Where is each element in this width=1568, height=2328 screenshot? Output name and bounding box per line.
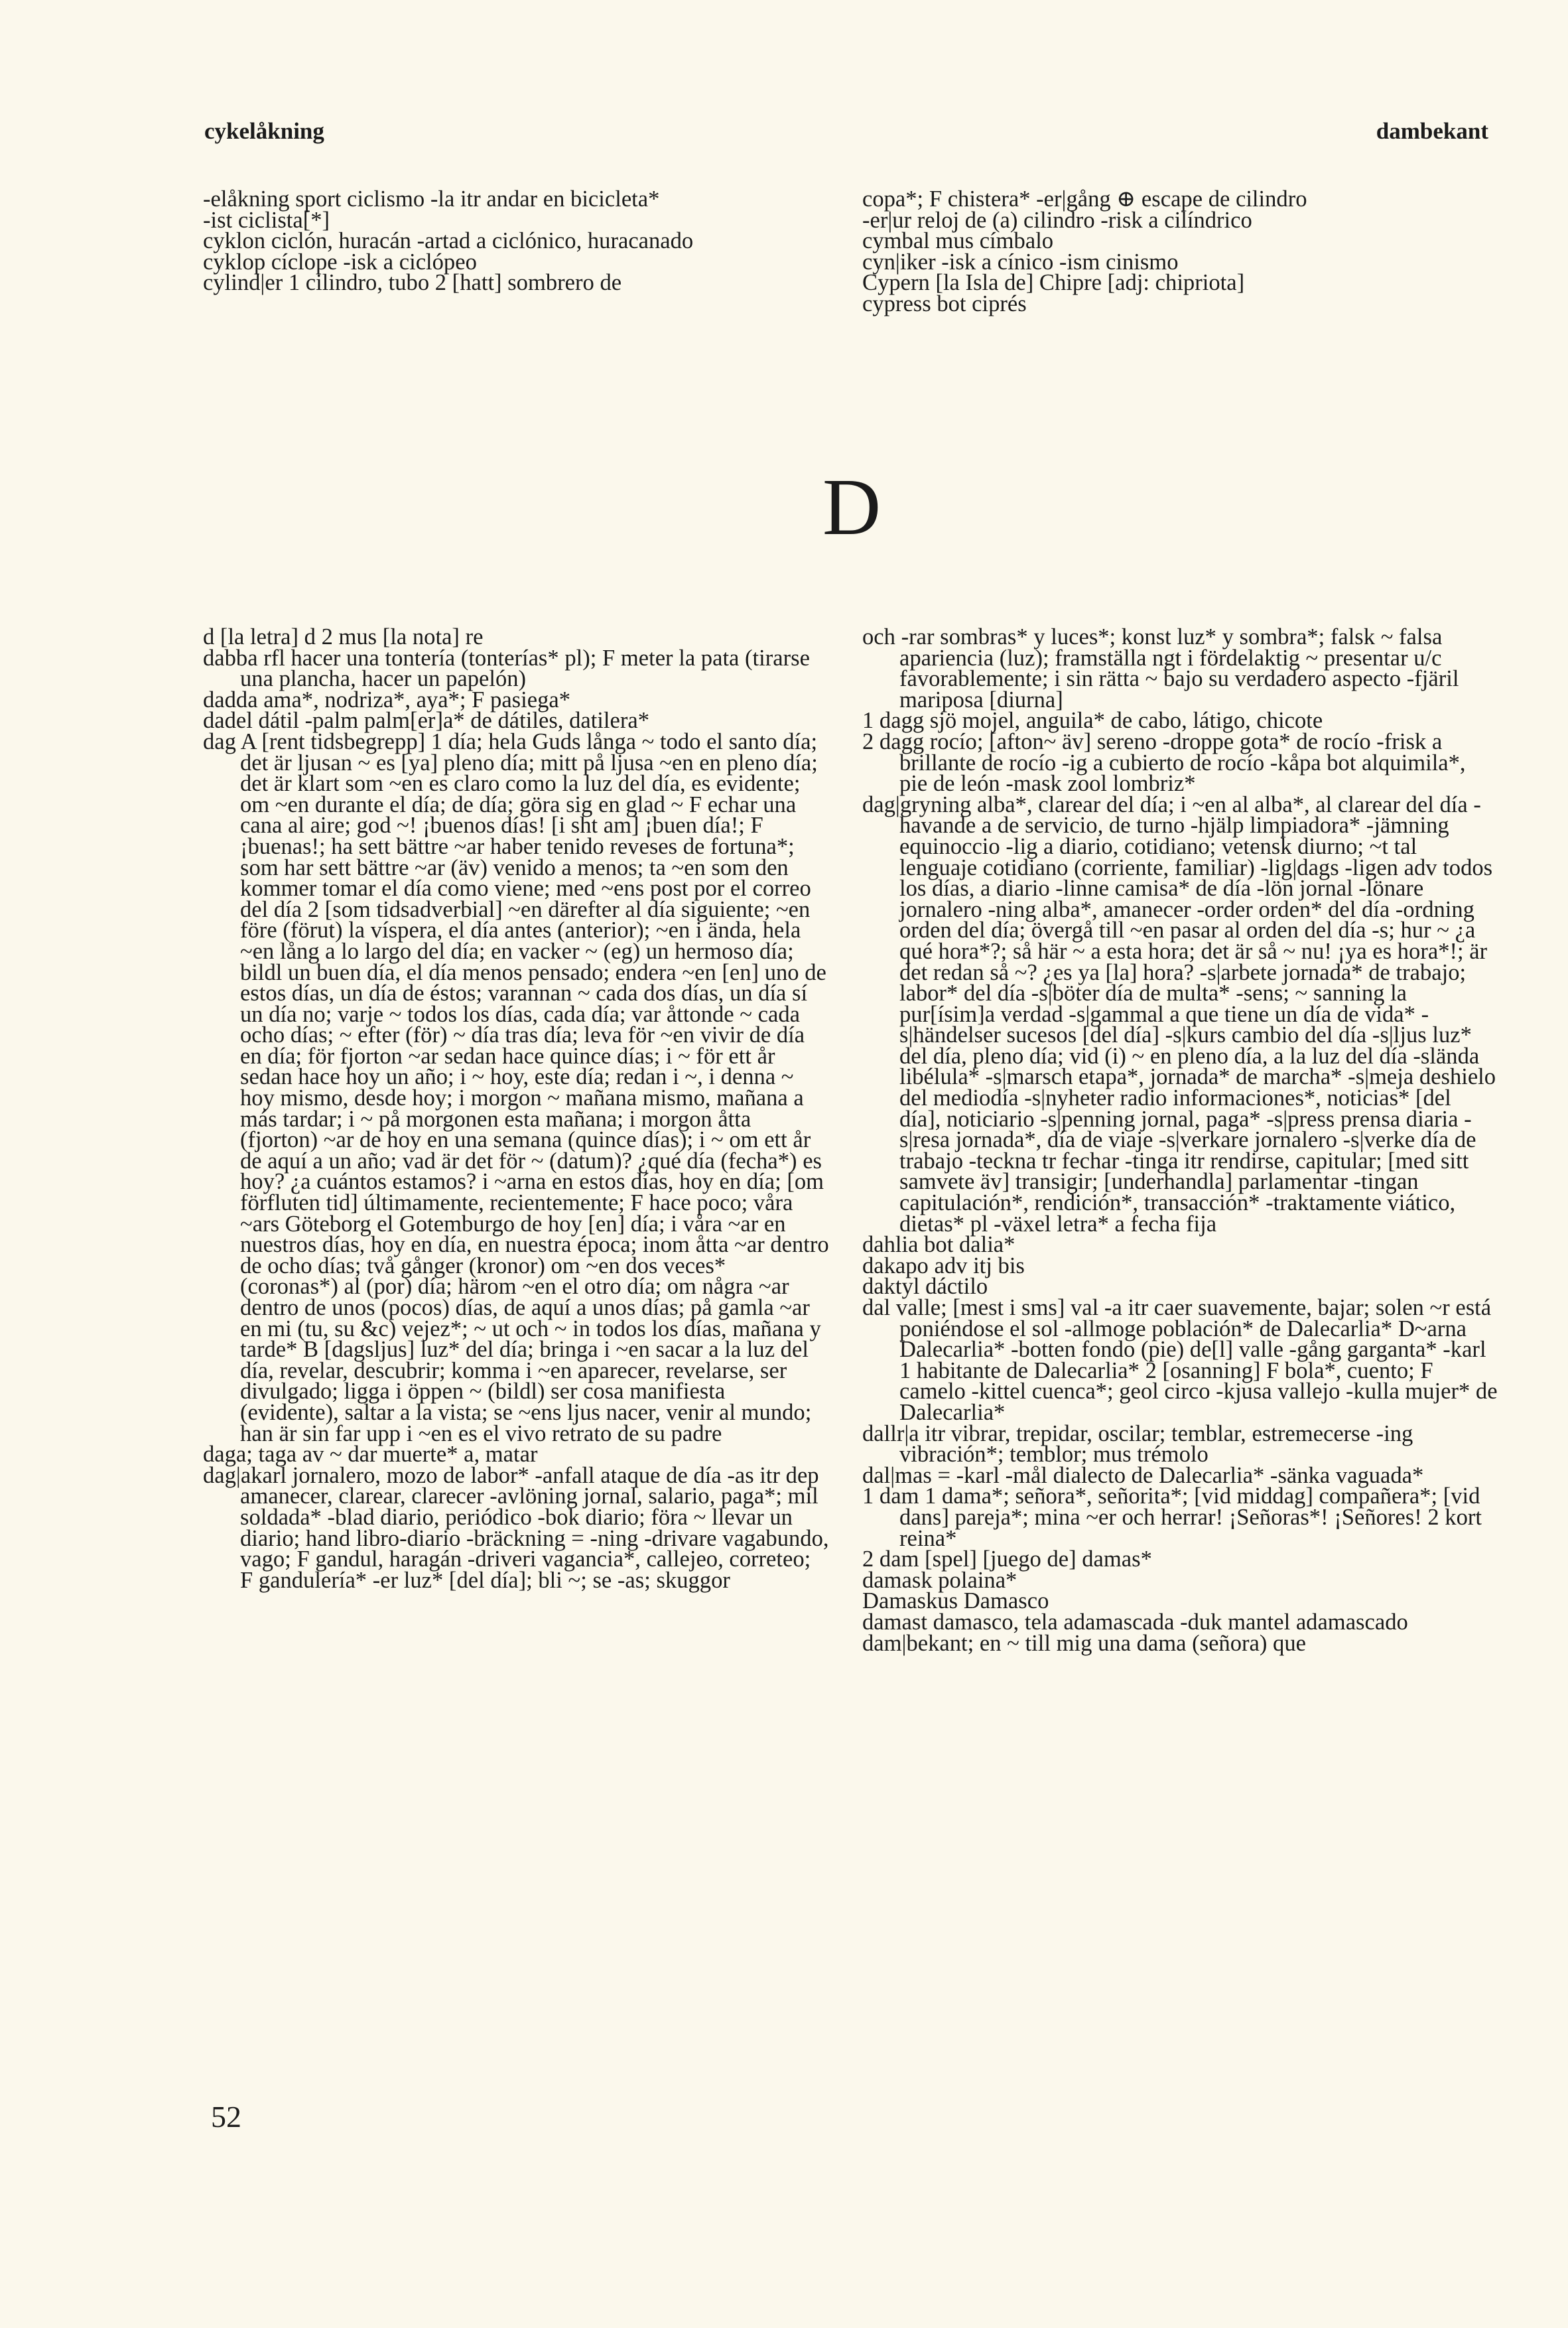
running-head-right: dambekant [1376, 118, 1488, 144]
dictionary-entry: daktyl dáctilo [862, 1274, 988, 1300]
dictionary-entry: d [la letra] d 2 mus [la nota] re [203, 624, 484, 650]
left-column [203, 624, 829, 1593]
dictionary-entry: copa*; F chistera* -er|gång ⊕ escape de cilindro [862, 186, 1307, 212]
top-right-column [862, 186, 1498, 316]
dictionary-entry: daga; taga av ~ dar muerte* a, matar [203, 1442, 538, 1468]
dictionary-entry: dam|bekant; en ~ till mig una dama (señora) que [862, 1630, 1306, 1656]
dictionary-entry: dakapo adv itj bis [862, 1253, 1025, 1278]
dictionary-entry: Damaskus Damasco [862, 1588, 1049, 1614]
dictionary-entry: dag A [rent tidsbegrepp] 1 día; hela Guds långa ~ todo el santo día; det är ljusan ~ es [ya] pleno día; mitt på ljusa ~en en pleno día; det är klart som ~en es claro como la luz del día, es evidente; om ~en durante el día; de día; göra sig en glad ~ F echar una cana al aire; god ~! ¡buenos días! [i sht am] ¡buen día!; F ¡buenas!; ha sett bättre ~ar haber tenido reveses de fortuna*; som har sett bättre ~ar (äv) venido a menos; ta ~en som den kommer tomar el día como viene; med ~ens post por el correo del día 2 [som tidsadverbial] ~en därefter al día siguiente; ~en före (förut) la víspera, el día antes (anterior); ~en i ända, hela ~en lång a lo largo del día; en vacker ~ (eg) un hermoso día; bildl un buen día, el día menos pensado; endera ~en [en] uno de estos días, un día de éstos; varannan ~ cada dos días, un día sí un día no; varje ~ todos los días, cada día; var åttonde ~ cada ocho días; ~ efter (för) ~ día tras día; leva för ~en vivir de día en día; för fjorton ~ar sedan hace quince días; i ~ för ett år sedan hace hoy un año; i ~ hoy, este día; redan i ~, i denna ~ hoy mismo, desde hoy; i morgon ~ mañana mismo, mañana a más tardar; i ~ på morgonen esta mañana; i morgon åtta (fjorton) ~ar de hoy en una semana (quince días); i ~ om ett år de aquí a un año; vad är det för ~ (datum)? ¿qué día (fecha*) es hoy? ¿a cuántos estamos? i ~arna en estos días, hoy en día; [om förfluten tid] últimamente, recientemente; F hace poco; våra ~ars Göteborg el Gotemburgo de hoy [en] día; i våra ~ar en nuestros días, hoy en día, en nuestra época; inom åtta ~ar dentro de ocho días; två gånger (kronor) om ~en dos veces* (coronas*) al (por) día; härom ~en el otro día; om några ~ar dentro de unos (pocos) días, de aquí a unos días; på gamla ~ar en mi (tu, su &c) vejez*; ~ ut och ~ in todos los días, mañana y tarde* B [dagsljus] luz* del día; bringa i ~en sacar a la luz del día, revelar, descubrir; komma i ~en aparecer, revelarse, ser divulgado; ligga i öppen ~ (bildl) ser cosa manifiesta (evidente), saltar a la vista; se ~ens ljus nacer, venir al mundo; han är sin far upp i ~en es el vivo retrato de su padre [203, 728, 829, 1446]
running-head-left: cykelåkning [204, 118, 324, 144]
dictionary-entry: dabba rfl hacer una tontería (tonterías* pl); F meter la pata (tirarse una plancha, hacer un papelón) [203, 645, 810, 692]
dictionary-entry: cyn|iker -isk a cínico -ism cinismo [862, 249, 1179, 275]
right-column [862, 624, 1498, 1656]
dictionary-entry: dal valle; [mest i sms] val -a itr caer suavemente, bajar; solen ~r está poniéndose el sol -allmoge población* de Dalecarlia* D~arna Dalecarlia* -botten fondo (pie) de[l] valle -gång garganta* -karl 1 habitante de Dalecarlia* 2 [osanning] F bola*, cuento; F camelo -kittel cuenca*; geol circo -kjusa vallejo -kulla mujer* de Dalecarlia* [862, 1295, 1498, 1425]
dictionary-entry: dallr|a itr vibrar, trepidar, oscilar; temblar, estremecerse -ing vibración*; temblor; mus trémolo [862, 1420, 1413, 1468]
dictionary-entry: -er|ur reloj de (a) cilindro -risk a cilíndrico [862, 207, 1252, 233]
dictionary-entry: cylind|er 1 cilindro, tubo 2 [hatt] sombrero de [203, 270, 622, 296]
dictionary-entry: dag|akarl jornalero, mozo de labor* -anfall ataque de día -as itr dep amanecer, clarear, clarecer -avlöning jornal, salario, paga*; mil soldada* -blad diario, periódico -bok diario; föra ~ llevar un diario; hand libro-diario -bräckning = -ning -drivare vagabundo, vago; F gandul, haragán -driveri vagancia*, callejeo, correteo; F gandulería* -er luz* [del día]; bli ~; se -as; skuggor [203, 1462, 829, 1593]
top-left-column [203, 186, 829, 296]
dictionary-entry: cyklop cíclope -isk a ciclópeo [203, 249, 477, 275]
dictionary-entry: dal|mas = -karl -mål dialecto de Dalecarlia* -sänka vaguada* [862, 1462, 1424, 1488]
dictionary-entry: 2 dagg rocío; [afton~ äv] sereno -droppe gota* de rocío -frisk a brillante de rocío -ig a cubierto de rocío -kåpa bot alquimila*, pie de león -mask zool lombriz* [862, 728, 1466, 797]
dictionary-entry: dadda ama*, nodriza*, aya*; F pasiega* [203, 687, 571, 713]
dictionary-entry: -ist ciclista[*] [203, 207, 330, 233]
dictionary-entry: dahlia bot dalia* [862, 1232, 1015, 1258]
dictionary-entry: 1 dam 1 dama*; señora*, señorita*; [vid middag] compañera*; [vid dans] pareja*; mina ~er och herrar! ¡Señoras*! ¡Señores! 2 kort reina* [862, 1483, 1482, 1551]
section-letter: D [822, 462, 882, 552]
page-number: 52 [211, 2100, 241, 2134]
dictionary-entry: -elåkning sport ciclismo -la itr andar en bicicleta* [203, 186, 660, 212]
dictionary-entry: dag|gryning alba*, clarear del día; i ~en al alba*, al clarear del día -havande a de servicio, de turno -hjälp limpiadora* -jämning equinoccio -lig a diario, cotidiano; vetensk diurno; ~t tal lenguaje cotidiano (corriente, familiar) -lig|dags -ligen adv todos los días, a diario -linne camisa* de día -lön jornal -lönare jornalero -ning alba*, amanecer -order orden* del día -ordning orden del día; övergå till ~en pasar al orden del día -s; hur ~ ¿a qué hora*?; så här ~ a esta hora; det är så ~ nu! ¡ya es hora*!; är det redan så ~? ¿es ya [la] hora? -s|arbete jornada* de trabajo; labor* del día -s|böter día de multa* -sens; ~ sanning la pur[ísim]a verdad -s|gammal a que tiene un día de vida* -s|händelser sucesos [del día] -s|kurs cambio del día -s|ljus luz* del día, pleno día; vid (i) ~ en pleno día, a la luz del día -slända libélula* -s|marsch etapa*, jornada* de marcha* -s|meja deshielo del mediodía -s|nyheter radio informaciones*, noticias* [del día], noticiario -s|penning jornal, paga* -s|press prensa diaria -s|resa jornada*, día de viaje -s|verkare jornalero -s|verke día de trabajo -teckna tr fechar -tinga itr rendirse, capitular; [med sitt samvete äv] transigir; [underhandla] parlamentar -tingan capitulación*, rendición*, transacción* -traktamente viático, dietas* pl -växel letra* a fecha fija [862, 791, 1496, 1237]
dictionary-entry: och -rar sombras* y luces*; konst luz* y sombra*; falsk ~ falsa apariencia (luz); framställa ngt i fördelaktig ~ presentar u/c favorablemente; i sin rätta ~ bajo su verdadero aspecto -fjäril mariposa [diurna] [862, 624, 1459, 713]
dictionary-entry: damast damasco, tela adamascada -duk mantel adamascado [862, 1609, 1408, 1635]
dictionary-entry: Cypern [la Isla de] Chipre [adj: chipriota] [862, 270, 1245, 296]
dictionary-entry: cyklon ciclón, huracán -artad a ciclónico, huracanado [203, 228, 694, 254]
dictionary-entry: cymbal mus címbalo [862, 228, 1054, 254]
dictionary-entry: 1 dagg sjö mojel, anguila* de cabo, látigo, chicote [862, 708, 1323, 734]
dictionary-entry: dadel dátil -palm palm[er]a* de dátiles, datilera* [203, 708, 650, 734]
dictionary-entry: 2 dam [spel] [juego de] damas* [862, 1546, 1152, 1572]
dictionary-entry: damask polaina* [862, 1567, 1017, 1593]
dictionary-entry: cypress bot ciprés [862, 291, 1027, 316]
